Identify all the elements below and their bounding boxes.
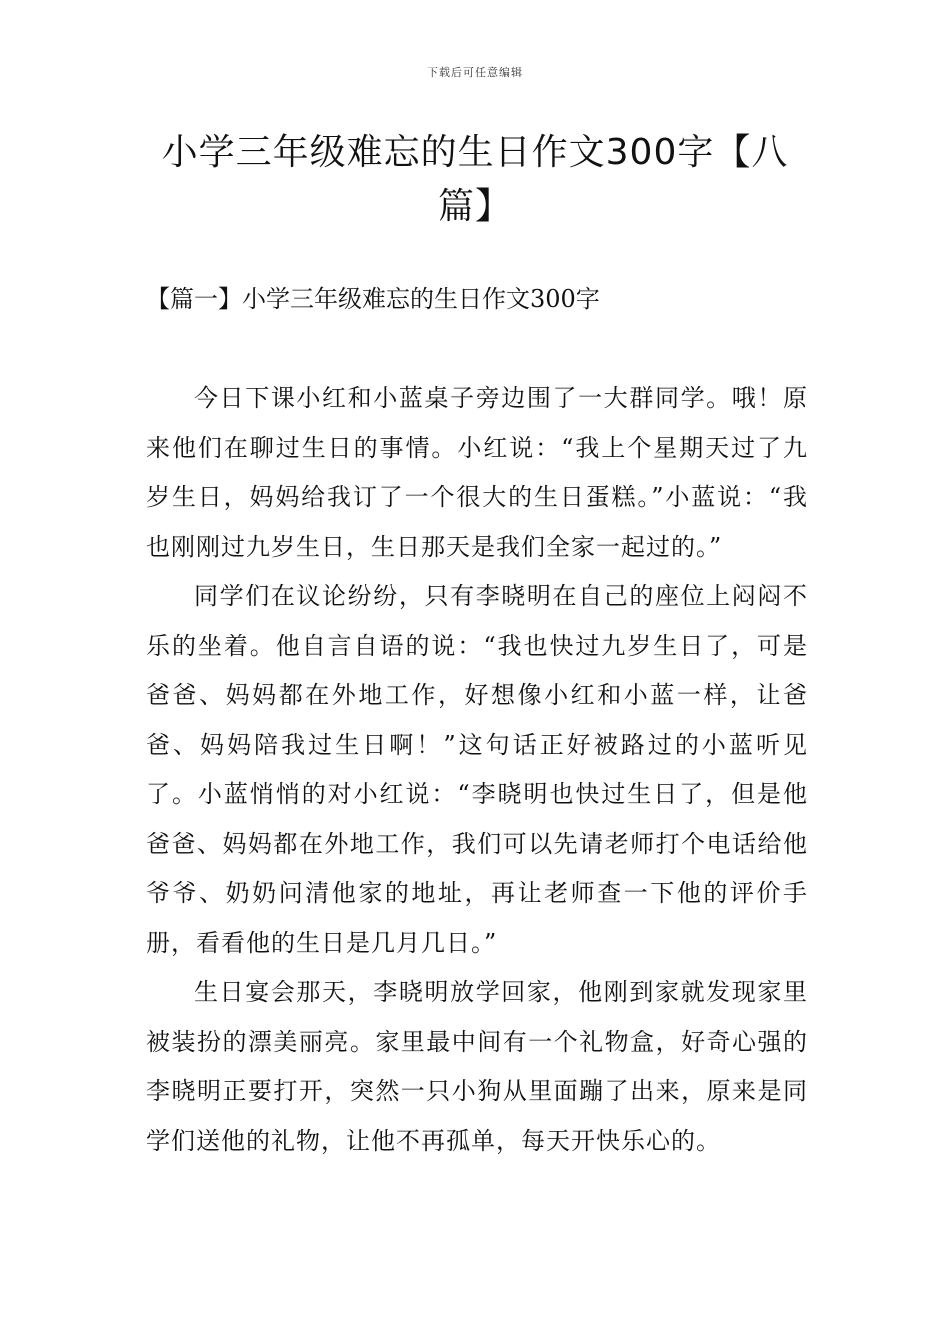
paragraph-1: 今日下课小红和小蓝桌子旁边围了一大群同学。哦！原来他们在聊过生日的事情。小红说：“我上个星期天过了九岁生日，妈妈给我订了一个很大的生日蛋糕。”小蓝说：“我也刚刚过九岁生日，生日那天是我们全家一起过的。” <box>146 384 808 561</box>
paragraph-3: 生日宴会那天，李晓明放学回家，他刚到家就发现家里被装扮的漂美丽亮。家里最中间有一个礼物盒，好奇心强的李晓明正要打开，突然一只小狗从里面蹦了出来，原来是同学们送他的礼物，让他不再孤单，每天开快乐心的。 <box>146 978 808 1155</box>
header-note: 下载后可任意编辑 <box>427 66 523 79</box>
body-text <box>146 374 808 1166</box>
section-heading: 【篇一】小学三年级难忘的生日作文300字 <box>146 285 600 313</box>
document-title: 小学三年级难忘的生日作文300字【八篇】 <box>161 132 789 227</box>
paragraph-2: 同学们在议论纷纷，只有李晓明在自己的座位上闷闷不乐的坐着。他自言自语的说：“我也快过九岁生日了，可是爸爸、妈妈都在外地工作，好想像小红和小蓝一样，让爸爸、妈妈陪我过生日啊！”这句话正好被路过的小蓝听见了。小蓝悄悄的对小红说：“李晓明也快过生日了，但是他爸爸、妈妈都在外地工作，我们可以先请老师打个电话给他爷爷、奶奶问清他家的地址，再让老师查一下他的评价手册，看看他的生日是几月几日。” <box>146 582 808 957</box>
